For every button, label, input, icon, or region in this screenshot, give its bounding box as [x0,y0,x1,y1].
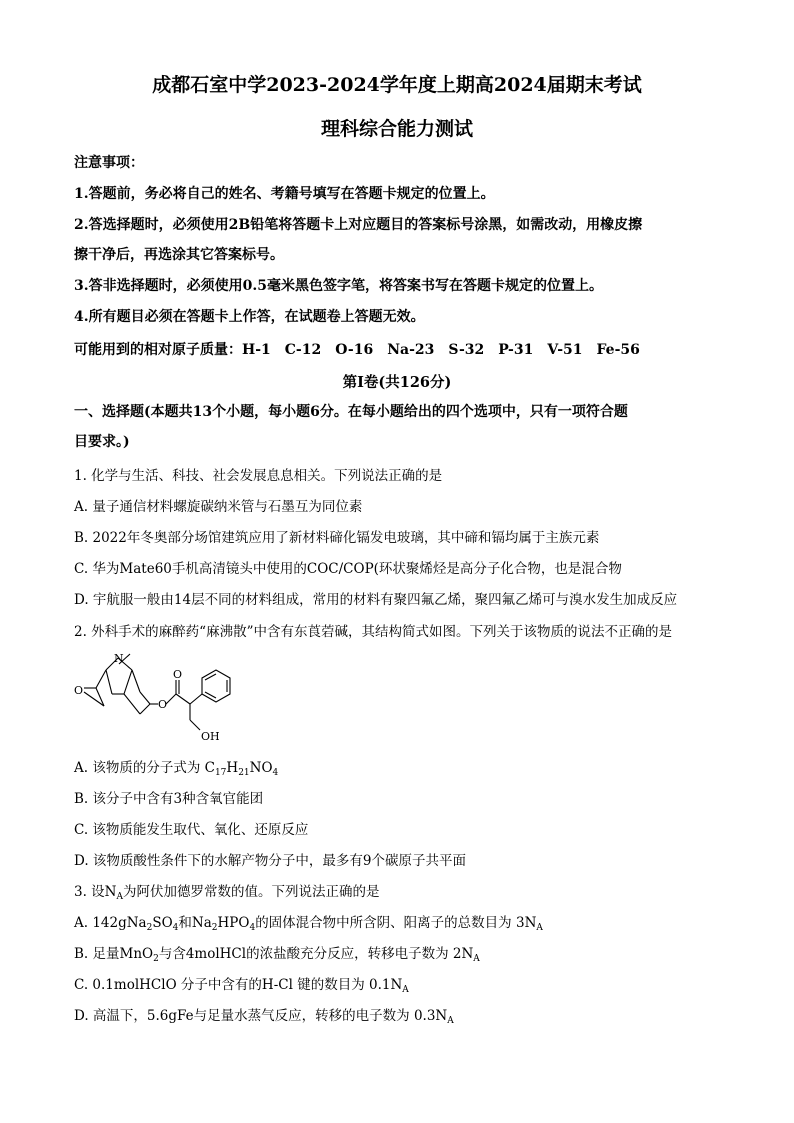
notice-item-2b: 擦干净后，再选涂其它答案标号。 [74,247,284,263]
q2-stem: 2. 外科手术的麻醉药“麻沸散”中含有东莨菪碱，其结构简式如图。下列关于该物质的说法不正确的是 [74,624,672,640]
bond [140,704,150,714]
bond [106,670,112,694]
bond [176,694,190,704]
q3-option-c: C. 0.1molHClO 分子中含有的H-Cl 键的数目为 $0.1N_A$ [74,977,409,995]
atom-label: OH [201,730,220,743]
atom-label: O [74,684,84,697]
volume-heading: 第Ⅰ卷(共126分) [342,374,452,391]
exam-title: 成都石室中学2023-2024学年度上期高2024届期末考试 [152,74,642,96]
notice-item-3: 3.答非选择题时，必须使用0.5毫米黑色签字笔，将答案书写在答题卡规定的位置上。 [74,278,603,294]
notice-heading: 注意事项： [74,155,144,171]
q3-stem: 3. 设$N_A$为阿伏加德罗常数的值。下列说法正确的是 [74,884,380,902]
atomic-masses: 可能用到的相对原子质量：H-1 C-12 O-16 Na-23 S-32 P-31 V-51 Fe-56 [74,342,640,358]
q2-option-b: B. 该分子中含有3种含氧官能团 [74,791,264,807]
section-heading-b: 目要求。) [74,434,130,450]
bond [124,670,132,694]
q2-option-a: A. 该物质的分子式为 $C_{17}H_{21}NO_4$ [74,760,279,778]
q3-option-a: A. $142gNa_2SO_4$和$Na_2HPO_4$的固体混合物中所含阴、阳离子的总数目为 $3N_A$ [74,915,543,933]
section-heading-a: 一、选择题(本题共13个小题，每小题6分。在每小题给出的四个选项中，只有一项符合题 [74,404,628,420]
notice-item-2a: 2.答选择题时，必须使用2B铅笔将答题卡上对应题目的答案标号涂黑，如需改动，用橡皮擦 [74,217,643,233]
q3-option-d: D. 高温下，5.6gFe与足量水蒸气反应，转移的电子数为 $0.3N_A$ [74,1008,454,1026]
q3-option-b: B. 足量MnO$_2$与含4molHCl的浓盐酸充分反应，转移电子数为 $2N_A$ [74,946,480,964]
bond [190,694,202,704]
notice-item-1: 1.答题前，务必将自己的姓名、考籍号填写在答题卡规定的位置上。 [74,186,495,202]
notice-item-4: 4.所有题目必须在答题卡上作答，在试题卷上答题无效。 [74,309,425,325]
phenyl-ring [202,670,230,702]
q1-option-b: B. 2022年冬奥部分场馆建筑应用了新材料碲化镉发电玻璃，其中碲和镉均属于主族元素 [74,530,600,546]
bond [190,720,200,730]
q1-option-c: C. 华为Mate60手机高清镜头中使用的COC/COP(环状聚烯烃是高分子化合物，也是混合物 [74,561,622,577]
bond [132,670,140,692]
scopolamine-structure [70,648,260,748]
atom-label: O [158,698,168,711]
q1-stem: 1. 化学与生活、科技、社会发展息息相关。下列说法正确的是 [74,468,443,484]
bond [96,670,106,688]
bond [140,692,150,704]
bond [166,694,176,704]
q2-option-d: D. 该物质酸性条件下的水解产物分子中，最多有9个碳原子共平面 [74,853,467,869]
bond [124,694,140,714]
q1-option-a: A. 量子通信材料螺旋碳纳米管与石墨互为同位素 [74,499,363,515]
atom-label: O [173,668,183,681]
q2-option-c: C. 该物质能发生取代、氧化、还原反应 [74,822,309,838]
atom-label: N [114,652,124,665]
q1-option-d: D. 宇航服一般由14层不同的材料组成，常用的材料有聚四氟乙烯，聚四氟乙烯可与溴水发生加成反应 [74,592,678,608]
exam-subtitle: 理科综合能力测试 [320,118,473,140]
